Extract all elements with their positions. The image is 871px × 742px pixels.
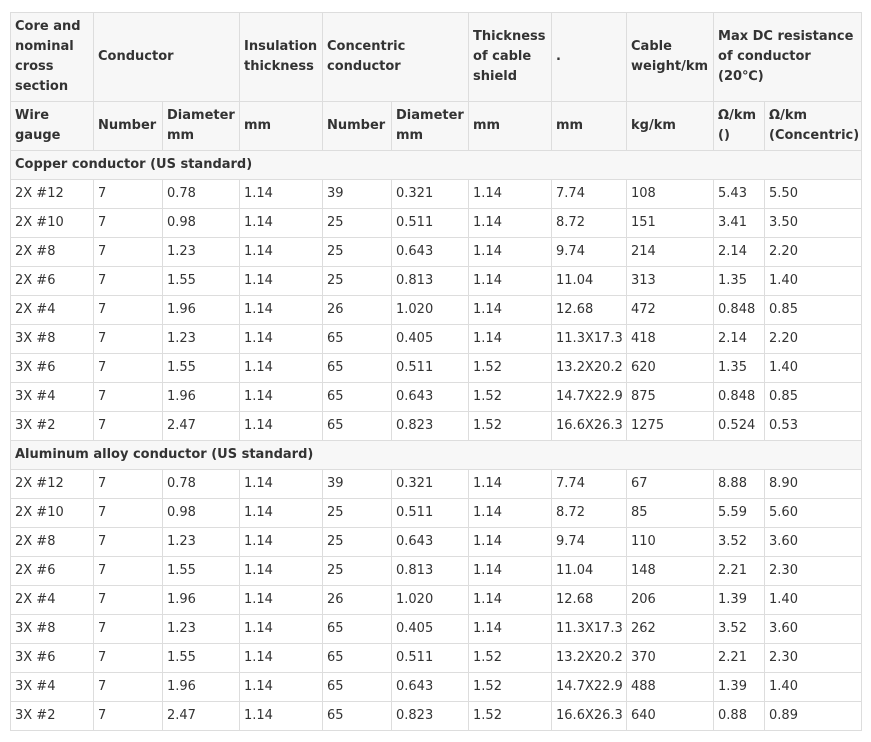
table-cell: 3X #4 [11, 383, 94, 412]
table-cell: 5.60 [765, 499, 862, 528]
section-header-row [11, 441, 862, 470]
table-cell: 206 [627, 586, 714, 615]
table-cell: 1.40 [765, 673, 862, 702]
table-cell: 85 [627, 499, 714, 528]
table-cell: 25 [323, 528, 392, 557]
table-cell: 7 [94, 209, 163, 238]
header-dimension-unit: mm [552, 102, 627, 151]
table-cell: 1.23 [163, 325, 240, 354]
table-cell: 1.52 [469, 702, 552, 731]
table-row [11, 470, 862, 499]
table-cell: 3X #8 [11, 615, 94, 644]
table-cell: 1.14 [469, 296, 552, 325]
table-cell: 65 [323, 702, 392, 731]
table-cell: 1.14 [469, 586, 552, 615]
table-cell: 418 [627, 325, 714, 354]
table-row [11, 238, 862, 267]
table-cell: 7 [94, 615, 163, 644]
table-cell: 1.35 [714, 267, 765, 296]
table-cell: 1.14 [240, 702, 323, 731]
table-cell: 370 [627, 644, 714, 673]
table-cell: 0.88 [714, 702, 765, 731]
section-title: Aluminum alloy conductor (US standard) [11, 441, 862, 470]
table-cell: 1.40 [765, 586, 862, 615]
table-row [11, 586, 862, 615]
table-cell: 0.643 [392, 528, 469, 557]
table-cell: 11.3X17.3 [552, 325, 627, 354]
table-cell: 0.98 [163, 209, 240, 238]
table-cell: 7 [94, 383, 163, 412]
table-cell: 7 [94, 267, 163, 296]
header-insulation-unit: mm [240, 102, 323, 151]
header-max-dc-resistance: Max DC resistance of conductor (20℃) [714, 13, 862, 102]
table-cell: 14.7X22.9 [552, 673, 627, 702]
table-row [11, 180, 862, 209]
table-cell: 1.96 [163, 383, 240, 412]
header-concentric-diameter: Diameter mm [392, 102, 469, 151]
table-cell: 7 [94, 499, 163, 528]
table-cell: 1.14 [240, 267, 323, 296]
table-cell: 214 [627, 238, 714, 267]
table-cell: 11.04 [552, 267, 627, 296]
table-cell: 262 [627, 615, 714, 644]
table-cell: 2.30 [765, 644, 862, 673]
table-cell: 9.74 [552, 238, 627, 267]
table-row [11, 644, 862, 673]
table-cell: 0.78 [163, 180, 240, 209]
table-cell: 2X #12 [11, 180, 94, 209]
table-cell: 0.823 [392, 412, 469, 441]
table-cell: 313 [627, 267, 714, 296]
table-cell: 1.23 [163, 528, 240, 557]
table-cell: 2X #4 [11, 586, 94, 615]
table-cell: 1.14 [240, 209, 323, 238]
table-row [11, 325, 862, 354]
table-cell: 0.643 [392, 238, 469, 267]
table-cell: 1.14 [240, 528, 323, 557]
table-cell: 1.39 [714, 673, 765, 702]
table-cell: 1275 [627, 412, 714, 441]
table-cell: 2X #8 [11, 238, 94, 267]
table-cell: 12.68 [552, 586, 627, 615]
table-cell: 3X #4 [11, 673, 94, 702]
table-cell: 1.020 [392, 586, 469, 615]
table-cell: 11.3X17.3 [552, 615, 627, 644]
table-cell: 1.55 [163, 354, 240, 383]
table-row [11, 296, 862, 325]
table-row [11, 673, 862, 702]
table-body [11, 151, 862, 731]
table-row [11, 499, 862, 528]
table-cell: 1.14 [240, 644, 323, 673]
table-cell: 14.7X22.9 [552, 383, 627, 412]
table-cell: 1.14 [240, 586, 323, 615]
table-cell: 12.68 [552, 296, 627, 325]
table-cell: 151 [627, 209, 714, 238]
table-cell: 65 [323, 644, 392, 673]
table-cell: 0.643 [392, 383, 469, 412]
table-cell: 0.813 [392, 557, 469, 586]
table-cell: 2X #4 [11, 296, 94, 325]
table-cell: 0.511 [392, 499, 469, 528]
table-cell: 1.14 [240, 325, 323, 354]
table-cell: 488 [627, 673, 714, 702]
table-cell: 7 [94, 528, 163, 557]
table-cell: 1.14 [240, 412, 323, 441]
table-cell: 1.23 [163, 238, 240, 267]
table-cell: 1.14 [469, 238, 552, 267]
table-cell: 0.823 [392, 702, 469, 731]
header-concentric-number: Number [323, 102, 392, 151]
header-conductor: Conductor [94, 13, 240, 102]
table-cell: 65 [323, 354, 392, 383]
table-row [11, 615, 862, 644]
table-cell: 25 [323, 238, 392, 267]
table-cell: 2X #10 [11, 499, 94, 528]
table-cell: 0.848 [714, 383, 765, 412]
table-cell: 0.85 [765, 383, 862, 412]
header-outer-dimension: . [552, 13, 627, 102]
table-cell: 25 [323, 499, 392, 528]
table-cell: 0.511 [392, 209, 469, 238]
table-cell: 7 [94, 412, 163, 441]
table-cell: 1.14 [240, 470, 323, 499]
header-cable-shield-thickness: Thickness of cable shield [469, 13, 552, 102]
header-concentric-resistance-unit: Ω/km (Concentric) [765, 102, 862, 151]
table-cell: 8.90 [765, 470, 862, 499]
table-cell: 3.60 [765, 615, 862, 644]
table-cell: 1.14 [240, 354, 323, 383]
table-cell: 1.14 [469, 209, 552, 238]
table-cell: 5.43 [714, 180, 765, 209]
table-cell: 7 [94, 557, 163, 586]
header-concentric-conductor: Concentric conductor [323, 13, 469, 102]
table-cell: 148 [627, 557, 714, 586]
table-cell: 3X #6 [11, 644, 94, 673]
table-cell: 1.14 [469, 325, 552, 354]
table-cell: 39 [323, 180, 392, 209]
table-cell: 7 [94, 325, 163, 354]
table-cell: 2X #6 [11, 267, 94, 296]
table-cell: 1.14 [240, 499, 323, 528]
cable-spec-table [10, 12, 862, 731]
table-row [11, 557, 862, 586]
table-row [11, 412, 862, 441]
table-cell: 1.14 [240, 557, 323, 586]
table-cell: 1.52 [469, 644, 552, 673]
header-row-groups [11, 13, 862, 102]
table-cell: 1.14 [240, 383, 323, 412]
table-cell: 2.47 [163, 412, 240, 441]
table-cell: 8.72 [552, 209, 627, 238]
table-cell: 2.14 [714, 325, 765, 354]
table-cell: 2.47 [163, 702, 240, 731]
table-cell: 7 [94, 702, 163, 731]
table-cell: 1.52 [469, 412, 552, 441]
table-cell: 7 [94, 470, 163, 499]
table-cell: 7 [94, 296, 163, 325]
table-cell: 1.14 [240, 673, 323, 702]
table-cell: 8.88 [714, 470, 765, 499]
table-cell: 7 [94, 180, 163, 209]
table-cell: 7 [94, 238, 163, 267]
table-cell: 1.14 [240, 615, 323, 644]
table-cell: 108 [627, 180, 714, 209]
table-cell: 7.74 [552, 180, 627, 209]
table-cell: 25 [323, 209, 392, 238]
table-cell: 13.2X20.2 [552, 354, 627, 383]
table-cell: 620 [627, 354, 714, 383]
table-cell: 1.14 [240, 296, 323, 325]
table-cell: 1.14 [240, 238, 323, 267]
table-cell: 65 [323, 325, 392, 354]
table-cell: 3.52 [714, 615, 765, 644]
table-row [11, 702, 862, 731]
table-cell: 875 [627, 383, 714, 412]
header-insulation-thickness: Insulation thickness [240, 13, 323, 102]
table-cell: 0.405 [392, 615, 469, 644]
table-cell: 5.50 [765, 180, 862, 209]
table-cell: 3.41 [714, 209, 765, 238]
header-shield-unit: mm [469, 102, 552, 151]
table-cell: 7 [94, 586, 163, 615]
section-header-row [11, 151, 862, 180]
table-cell: 1.39 [714, 586, 765, 615]
header-conductor-diameter: Diameter mm [163, 102, 240, 151]
header-resistance-unit: Ω/km () [714, 102, 765, 151]
table-cell: 65 [323, 615, 392, 644]
table-cell: 1.14 [240, 180, 323, 209]
table-cell: 1.52 [469, 383, 552, 412]
table-cell: 1.14 [469, 615, 552, 644]
table-cell: 0.89 [765, 702, 862, 731]
header-core-section: Core and nominal cross section [11, 13, 94, 102]
table-cell: 65 [323, 383, 392, 412]
header-wire-gauge: Wire gauge [11, 102, 94, 151]
table-cell: 2X #10 [11, 209, 94, 238]
table-cell: 5.59 [714, 499, 765, 528]
table-cell: 1.14 [469, 499, 552, 528]
table-cell: 1.35 [714, 354, 765, 383]
table-cell: 640 [627, 702, 714, 731]
table-cell: 2.30 [765, 557, 862, 586]
table-cell: 1.55 [163, 644, 240, 673]
table-cell: 26 [323, 296, 392, 325]
table-cell: 9.74 [552, 528, 627, 557]
table-cell: 1.55 [163, 557, 240, 586]
table-cell: 1.23 [163, 615, 240, 644]
table-cell: 7 [94, 673, 163, 702]
table-cell: 1.14 [469, 528, 552, 557]
table-cell: 0.321 [392, 470, 469, 499]
header-weight-unit: kg/km [627, 102, 714, 151]
table-cell: 2.20 [765, 238, 862, 267]
table-cell: 2X #6 [11, 557, 94, 586]
table-cell: 0.78 [163, 470, 240, 499]
table-cell: 0.511 [392, 644, 469, 673]
table-row [11, 383, 862, 412]
table-cell: 0.524 [714, 412, 765, 441]
table-cell: 3.50 [765, 209, 862, 238]
table-cell: 1.40 [765, 354, 862, 383]
header-conductor-number: Number [94, 102, 163, 151]
table-cell: 67 [627, 470, 714, 499]
table-cell: 7 [94, 354, 163, 383]
table-cell: 0.511 [392, 354, 469, 383]
table-cell: 0.643 [392, 673, 469, 702]
table-header [11, 13, 862, 151]
table-cell: 26 [323, 586, 392, 615]
table-cell: 3X #6 [11, 354, 94, 383]
header-cable-weight: Cable weight/km [627, 13, 714, 102]
table-cell: 0.53 [765, 412, 862, 441]
header-row-units [11, 102, 862, 151]
table-cell: 0.321 [392, 180, 469, 209]
table-cell: 0.848 [714, 296, 765, 325]
table-cell: 0.813 [392, 267, 469, 296]
table-row [11, 354, 862, 383]
table-cell: 16.6X26.3 [552, 412, 627, 441]
table-cell: 8.72 [552, 499, 627, 528]
table-cell: 1.020 [392, 296, 469, 325]
table-cell: 1.14 [469, 180, 552, 209]
table-cell: 2.21 [714, 557, 765, 586]
table-cell: 2X #12 [11, 470, 94, 499]
table-cell: 2.14 [714, 238, 765, 267]
table-cell: 1.14 [469, 267, 552, 296]
table-cell: 1.40 [765, 267, 862, 296]
table-cell: 0.85 [765, 296, 862, 325]
table-cell: 7 [94, 644, 163, 673]
table-cell: 65 [323, 412, 392, 441]
table-cell: 1.55 [163, 267, 240, 296]
table-cell: 472 [627, 296, 714, 325]
table-row [11, 209, 862, 238]
table-cell: 1.96 [163, 586, 240, 615]
table-cell: 11.04 [552, 557, 627, 586]
table-cell: 16.6X26.3 [552, 702, 627, 731]
table-cell: 3X #2 [11, 412, 94, 441]
table-cell: 1.14 [469, 557, 552, 586]
table-cell: 3X #8 [11, 325, 94, 354]
table-cell: 65 [323, 673, 392, 702]
table-cell: 39 [323, 470, 392, 499]
table-cell: 1.52 [469, 354, 552, 383]
table-cell: 25 [323, 267, 392, 296]
table-cell: 0.405 [392, 325, 469, 354]
table-cell: 13.2X20.2 [552, 644, 627, 673]
table-cell: 2.20 [765, 325, 862, 354]
table-cell: 1.52 [469, 673, 552, 702]
table-cell: 110 [627, 528, 714, 557]
table-row [11, 528, 862, 557]
table-cell: 2X #8 [11, 528, 94, 557]
table-cell: 0.98 [163, 499, 240, 528]
section-title: Copper conductor (US standard) [11, 151, 862, 180]
table-cell: 7.74 [552, 470, 627, 499]
table-row [11, 267, 862, 296]
table-cell: 3X #2 [11, 702, 94, 731]
table-cell: 1.14 [469, 470, 552, 499]
table-cell: 1.96 [163, 296, 240, 325]
table-cell: 3.60 [765, 528, 862, 557]
table-cell: 25 [323, 557, 392, 586]
table-cell: 2.21 [714, 644, 765, 673]
table-cell: 3.52 [714, 528, 765, 557]
table-cell: 1.96 [163, 673, 240, 702]
